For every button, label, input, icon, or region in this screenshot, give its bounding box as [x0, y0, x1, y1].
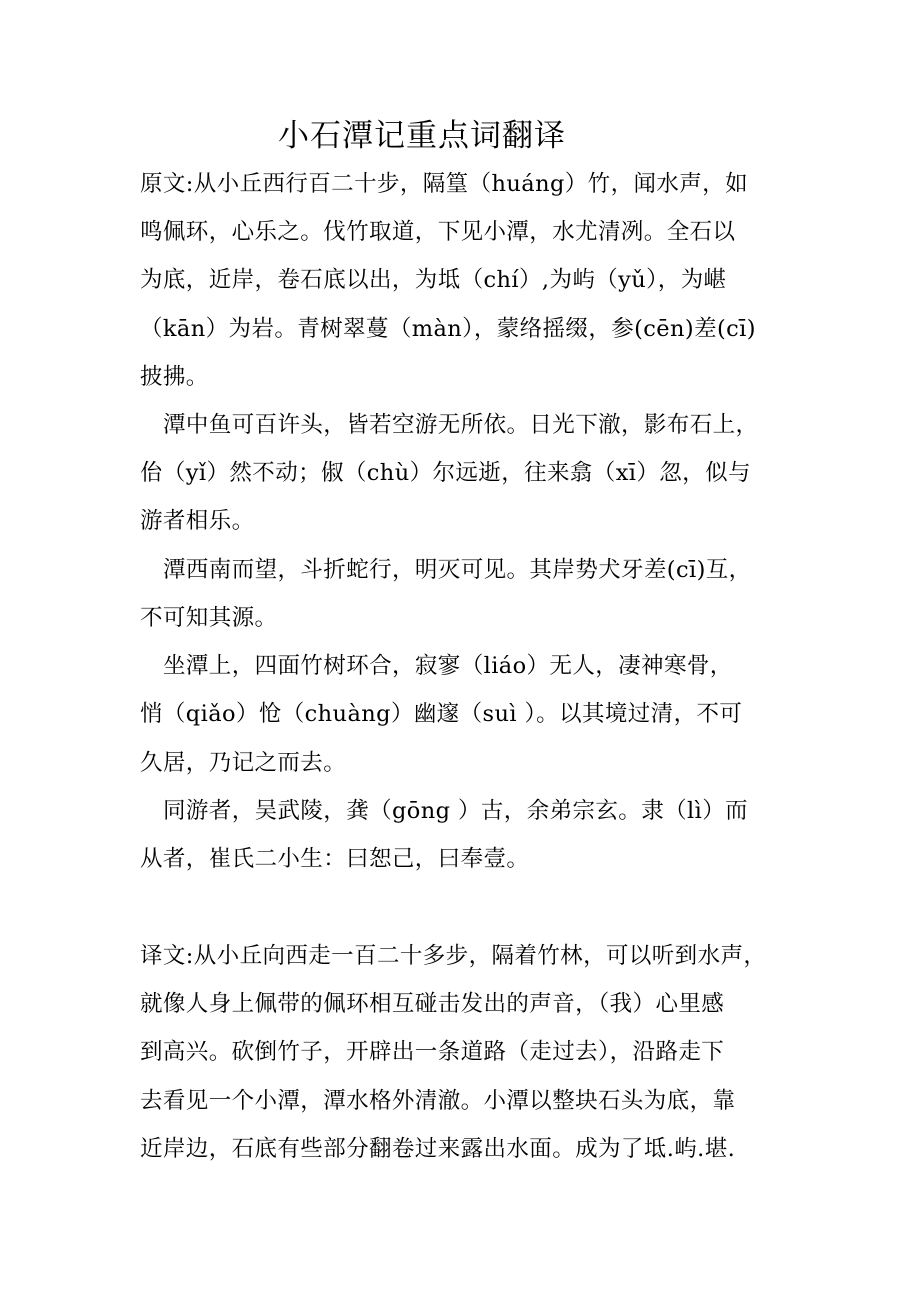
text-line-7: 佁（yǐ）然不动；俶（chù）尔远逝，往来翕（xī）忽，似与	[140, 460, 751, 486]
text-line-11: 坐潭上，四面竹树环合，寂寥（liáo）无人，凄神寒骨，	[163, 653, 733, 679]
text-line-10: 不可知其源。	[140, 605, 278, 631]
text-line-8: 游者相乐。	[140, 508, 255, 534]
text-line-6: 潭中鱼可百许头，皆若空游无所依。日光下澈，影布石上，	[163, 412, 759, 438]
text-line-13: 久居，乃记之而去。	[140, 750, 347, 776]
text-line-5: 披拂。	[140, 364, 209, 390]
text-line-9: 潭西南而望，斗折蛇行，明灭可见。其岸势犬牙差(cī)互，	[163, 557, 752, 583]
text-line-18: 到高兴。砍倒竹子，开辟出一条道路（走过去），沿路走下	[140, 1039, 725, 1065]
text-line-1: 原文:从小丘西行百二十步，隔篁（huáng）竹，闻水声，如	[140, 171, 748, 197]
text-line-12: 悄（qiǎo）怆（chuàng）幽邃（suì ）。以其境过清，不可	[140, 701, 743, 727]
text-line-16: 译文:从小丘向西走一百二十多步，隔着竹林，可以听到水声，	[140, 943, 767, 969]
text-line-15: 从者，崔氏二小生：曰恕己，曰奉壹。	[140, 846, 530, 872]
document-title: 小石潭记重点词翻译	[278, 118, 566, 154]
text-line-2: 鸣佩环，心乐之。伐竹取道，下见小潭，水尤清冽。全石以	[140, 219, 736, 245]
text-line-19: 去看见一个小潭，潭水格外清澈。小潭以整块石头为底，靠	[140, 1088, 736, 1114]
text-line-17: 就像人身上佩带的佩环相互碰击发出的声音，（我）心里感	[140, 991, 725, 1017]
text-line-14: 同游者，吴武陵，龚（gōng ）古，余弟宗玄。隶（lì）而	[163, 798, 748, 824]
text-line-3: 为底，近岸，卷石底以出，为坻（chí）,为屿（yǔ），为嵁	[140, 267, 727, 293]
text-line-20: 近岸边，石底有些部分翻卷过来露出水面。成为了坻.屿.堪.	[140, 1136, 736, 1162]
text-line-4: （kān）为岩。青树翠蔓（màn），蒙络摇缀，参(cēn)差(cī)	[140, 316, 756, 342]
